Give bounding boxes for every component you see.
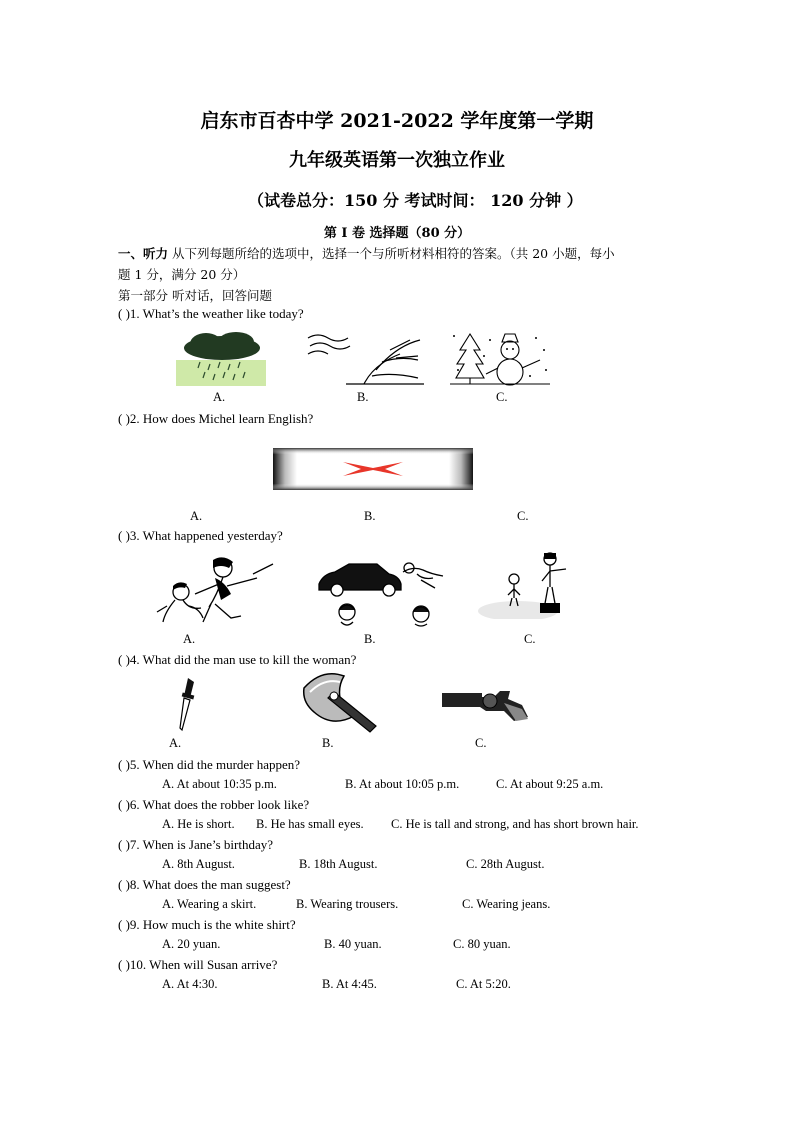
question-text: 8. What does the man suggest? — [129, 877, 291, 892]
question-8 — [118, 877, 291, 893]
answer-bracket[interactable]: ( ) — [118, 957, 130, 972]
q5-option-b[interactable]: B. At about 10:05 p.m. — [345, 777, 460, 791]
answer-bracket[interactable]: ( ) — [118, 877, 130, 892]
question-10 — [118, 957, 277, 973]
gun-image — [440, 681, 530, 721]
q3-option-b[interactable]: B. — [364, 632, 376, 646]
subpart-title: 第一部分 听对话，回答问题 — [118, 288, 272, 303]
question-9 — [118, 917, 296, 933]
windy-tree-image — [306, 330, 424, 386]
q4-option-a[interactable]: A. — [169, 736, 182, 750]
q6-option-a[interactable]: A. He is short. — [162, 817, 235, 831]
document-title: 启东市百杏中学 2021-2022 学年度第一学期 — [200, 110, 594, 132]
rain-cloud-image — [176, 332, 266, 386]
question-2 — [118, 411, 313, 427]
question-text: 10. When will Susan arrive? — [129, 957, 278, 972]
section-label: 一、听力 — [118, 246, 169, 261]
section-instruction — [118, 244, 615, 262]
axe-image — [298, 670, 384, 734]
question-text: 2. How does Michel learn English? — [129, 411, 314, 426]
q4-option-c[interactable]: C. — [475, 736, 487, 750]
q4-option-b[interactable]: B. — [322, 736, 334, 750]
snowman-image — [450, 330, 550, 386]
question-text: 9. How much is the white shirt? — [129, 917, 296, 932]
q10-option-b[interactable]: B. At 4:45. — [322, 977, 377, 991]
question-3 — [118, 528, 283, 544]
q10-option-a[interactable]: A. At 4:30. — [162, 977, 218, 991]
question-text: 1. What’s the weather like today? — [129, 306, 304, 321]
answer-bracket[interactable]: ( ) — [118, 306, 130, 321]
document-subtitle: 九年级英语第一次独立作业 — [289, 150, 505, 171]
question-6 — [118, 797, 309, 813]
question-7 — [118, 837, 273, 853]
q3-option-c[interactable]: C. — [524, 632, 536, 646]
knife-image — [166, 676, 206, 732]
q8-option-c[interactable]: C. Wearing jeans. — [462, 897, 551, 911]
q7-option-a[interactable]: A. 8th August. — [162, 857, 235, 871]
broken-image-icon — [273, 448, 473, 490]
q10-option-c[interactable]: C. At 5:20. — [456, 977, 511, 991]
answer-bracket[interactable]: ( ) — [118, 917, 130, 932]
part-heading: 第 I 卷 选择题（80 分） — [323, 226, 471, 241]
robbery-scene-image — [153, 554, 281, 626]
q2-option-c[interactable]: C. — [517, 509, 529, 523]
q3-option-a[interactable]: A. — [183, 632, 196, 646]
q5-option-a[interactable]: A. At about 10:35 p.m. — [162, 777, 277, 791]
q9-option-b[interactable]: B. 40 yuan. — [324, 937, 382, 951]
question-text: 3. What happened yesterday? — [129, 528, 283, 543]
q8-option-a[interactable]: A. Wearing a skirt. — [162, 897, 257, 911]
q7-option-c[interactable]: C. 28th August. — [466, 857, 545, 871]
answer-bracket[interactable]: ( ) — [118, 528, 130, 543]
q1-option-a[interactable]: A. — [213, 390, 226, 404]
question-text: 6. What does the robber look like? — [129, 797, 310, 812]
man-and-boy-image — [478, 551, 576, 619]
answer-bracket[interactable]: ( ) — [118, 837, 130, 852]
answer-bracket[interactable]: ( ) — [118, 757, 130, 772]
q8-option-b[interactable]: B. Wearing trousers. — [296, 897, 399, 911]
q1-option-b[interactable]: B. — [357, 390, 369, 404]
question-4 — [118, 652, 356, 668]
q5-option-c[interactable]: C. At about 9:25 a.m. — [496, 777, 604, 791]
q6-option-b[interactable]: B. He has small eyes. — [256, 817, 364, 831]
q9-option-c[interactable]: C. 80 yuan. — [453, 937, 511, 951]
answer-bracket[interactable]: ( ) — [118, 797, 130, 812]
q9-option-a[interactable]: A. 20 yuan. — [162, 937, 221, 951]
instruction-line-2: 题 1 分，满分 20 分） — [118, 267, 246, 282]
question-text: 4. What did the man use to kill the woman? — [129, 652, 357, 667]
q1-option-c[interactable]: C. — [496, 390, 508, 404]
score-info: （试卷总分：150 分 考试时间： 120 分钟 ） — [248, 191, 583, 210]
question-text: 5. When did the murder happen? — [129, 757, 301, 772]
car-accident-image — [317, 558, 451, 628]
answer-bracket[interactable]: ( ) — [118, 411, 130, 426]
q6-option-c[interactable]: C. He is tall and strong, and has short brown hair. — [391, 817, 639, 831]
q7-option-b[interactable]: B. 18th August. — [299, 857, 378, 871]
question-1 — [118, 306, 304, 322]
question-text: 7. When is Jane’s birthday? — [129, 837, 274, 852]
q2-option-a[interactable]: A. — [190, 509, 203, 523]
question-5 — [118, 757, 300, 773]
answer-bracket[interactable]: ( ) — [118, 652, 130, 667]
q2-option-b[interactable]: B. — [364, 509, 376, 523]
instruction-line-1: 从下列每题所给的选项中，选择一个与所听材料相符的答案。（共 20 小题，每小 — [172, 246, 615, 261]
